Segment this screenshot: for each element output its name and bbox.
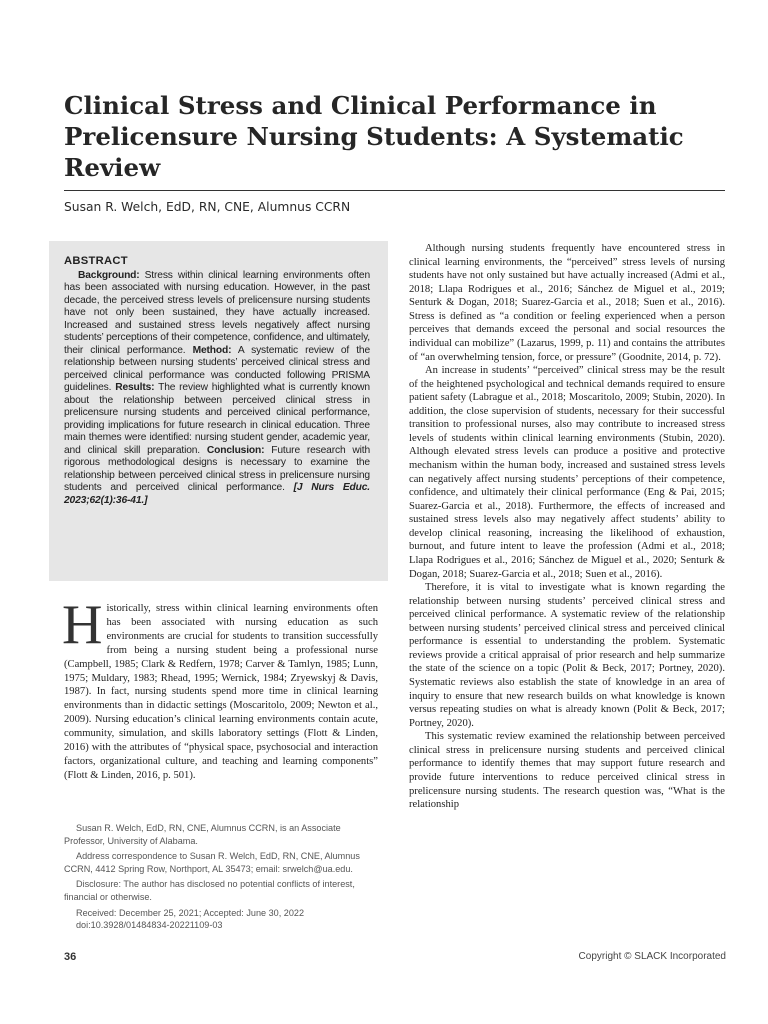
footnote-doi: doi:10.3928/01484834-20221109-03 <box>76 920 223 931</box>
body-paragraph: An increase in students’ “perceived” clinical stress may be the result of the heightened psychological and technical demands required to ensure patient safety (Labrague et al., 2018; Moscaritolo, 2009; Stubin, 2020). In addition, the close supervision of students, necessary for their successful transition to professional nurses, also may contribute to increased stress levels of students within clinical learning environments (Stubin, 2020). Although elevated stress levels can produce a positive and protective mechanism within the human body, increased and sustained stress levels can negatively affect nursing students’ perceptions of their competence, confidence, and ultimately their clinical performance (Eng & Pai, 2015; Suarez-Garcia et al., 2018). Furthermore, the effects of increased and sustained stress levels also may negatively affect students’ ability to develop clinical reasoning, increasing the likelihood of exhaustion, burnout, and future intent to leave the profession (Admi et al., 2018; Llapa Rodrigues et al., 2016; Sánchez de Miguel et al., 2020; Senturk & Dogan, 2018; Suarez-Garcia et al., 2018; Suen et al., 2016). <box>409 365 725 580</box>
body-paragraph: This systematic review examined the relationship between perceived clinical stress in prelicensure nursing students and perceived clinical performance to identify themes that may support future research and provide future interventions to reduce perceived clinical stress in prelicensure nursing students. The research question was, “What is the relationship <box>409 731 725 811</box>
method-text: A systematic review of the relationship between nursing students’ perceived clinical stress and perceived clinical performance was conducted following PRISMA guidelines. <box>64 344 370 393</box>
conclusion-text: Future research with rigorous methodological designs is necessary to examine the relationship between perceived clinical stress in prelicensure nursing students and perceived clinical performance. <box>64 444 370 493</box>
abstract-text <box>64 270 370 508</box>
intro-text: istorically, stress within clinical learning environments often has been associated with nursing education as such environments are crucial for students to transition successfully from being a nursing student being a professional nurse (Campbell, 1985; Clark & Redfern, 1978; Carver & Tamlyn, 1985; Lunn, 1975; Muldary, 1983; Rhead, 1995; Wernick, 1984; Zryewskyj & Davis, 1987). In fact, nursing students spend more time in clinical learning environments than in didactic settings (Moscaritolo, 2009; Newton et al., 2009). Nursing education’s clinical learning environments contain acute, community, simulation, and skills laboratory settings (Flott & Linden, 2016) with the attributes of “physical space, psychosocial and interaction factors, organizational culture, and teaching and learning components” (Flott & Linden, 2016, p. 501). <box>64 603 378 781</box>
journal-citation: [J Nurs Educ. 2023;62(1):36-41.] <box>64 482 370 506</box>
method-label: Method: <box>192 344 232 356</box>
results-text: The review highlighted what is currently known about the relationship between perceived clinical stress in prelicensure nursing students and perceived clinical performance, providing implications for future research in clinical education. Three main themes were identified: nursing student gender, academic year, and clinical skill preparation. <box>64 382 370 456</box>
conclusion-label: Conclusion: <box>206 444 265 456</box>
author-footnotes <box>64 822 382 935</box>
body-paragraph: Therefore, it is vital to investigate what is known regarding the relationship between nursing students’ perceived clinical stress and perceived clinical performance. A systematic review of the relationship between nursing students’ perceived clinical stress and perceived clinical performance is essential to understanding the problem. Systematic reviews provide a critical appraisal of prior research and help summarize the state of the science on a topic (Polit & Beck, 2017; Portney, 2020). Systematic reviews also establish the state of knowledge in an area of inquiry to ensure that new research builds on what knowledge is known versus repeating studies on what is already known (Polit & Beck, 2017; Portney, 2020). <box>409 582 725 729</box>
footnote-dates: Received: December 25, 2021; Accepted: June 30, 2022 <box>76 907 305 918</box>
author-line: Susan R. Welch, EdD, RN, CNE, Alumnus CCRN <box>64 200 351 214</box>
title-divider <box>64 190 725 191</box>
abstract-box <box>49 241 388 581</box>
intro-paragraph <box>62 594 378 783</box>
body-paragraph: Although nursing students frequently have encountered stress in clinical learning environments, the “perceived” stress levels of nursing students have not only sustained but have actually increased (Admi et al., 2018; Llapa Rodrigues et al., 2016; Sánchez de Miguel et al., 2019; Senturk & Dogan, 2018; Suarez-Garcia et al., 2018; Suen et al., 2016). Stress is defined as “a condition or feeling experienced when a person perceives that demands exceed the personal and social resources the individual can mobilize” (Lazarus, 1999, p. 11) and contains the attributes of “an overwhelming tension, force, or pressure” (Goodnite, 2014, p. 72). <box>409 243 725 363</box>
article-title: Clinical Stress and Clinical Performance in Prelicensure Nursing Students: A Systematic Review <box>64 91 684 182</box>
drop-cap: H <box>62 594 103 656</box>
page-number: 36 <box>64 951 77 963</box>
right-column <box>409 242 725 812</box>
background-text: Stress within clinical learning environments often has been associated with nursing education. However, in the past decade, the perceived stress levels of prelicensure nursing students have not only been sustained, they have actually increased. Increased and sustained stress levels negatively affect nursing students’ perceptions of their competence, confidence, and ultimately, their clinical performance. <box>64 269 370 356</box>
results-label: Results: <box>115 382 155 393</box>
footnote-affiliation: Susan R. Welch, EdD, RN, CNE, Alumnus CCRN, is an Associate Professor, University of Alabama. <box>64 823 341 846</box>
abstract-heading: ABSTRACT <box>64 255 128 267</box>
background-label: Background: <box>78 269 140 281</box>
footnote-disclosure: Disclosure: The author has disclosed no potential conflicts of interest, financial or otherwise. <box>64 879 355 902</box>
footnote-correspondence: Address correspondence to Susan R. Welch, EdD, RN, CNE, Alumnus CCRN, 4412 Spring Row, Northport, AL 35473; email: srwelch@ua.edu. <box>64 851 360 874</box>
copyright-notice: Copyright © SLACK Incorporated <box>578 951 726 962</box>
